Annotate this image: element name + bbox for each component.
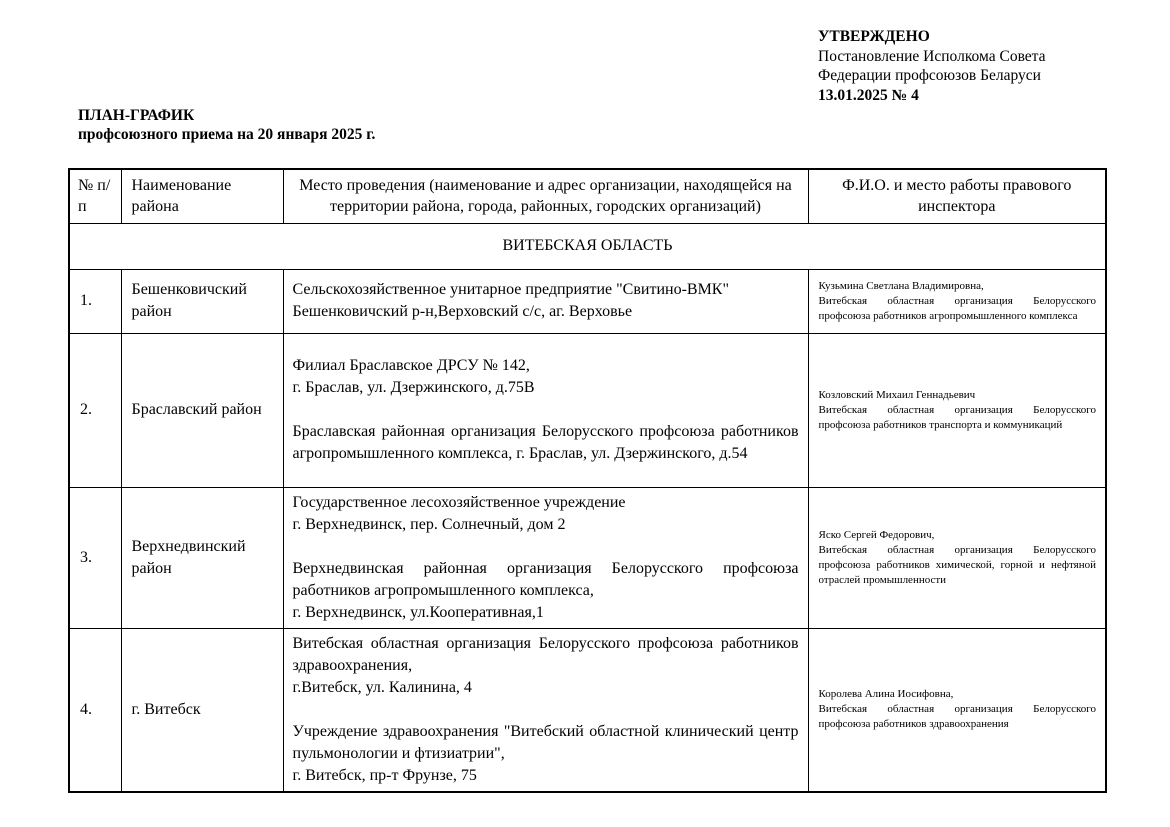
venue-cell bbox=[283, 333, 808, 487]
row-number-cell: 4. bbox=[69, 628, 121, 792]
text-line: Яско Сергей Федорович, bbox=[818, 528, 935, 541]
text-line: Витебская областная организация Белорусского профсоюза работников транспорта и коммуникаций bbox=[818, 403, 1096, 431]
schedule-table bbox=[68, 168, 1107, 793]
inspector-cell bbox=[808, 487, 1106, 628]
approval-line-2: Федерации профсоюзов Беларуси bbox=[818, 67, 1041, 84]
text-line: Браславская районная организация Белорусского профсоюза работников агропромышленного комплекса, г. Браслав, ул. Дзержинского, д.54 bbox=[292, 423, 799, 462]
text-line: Витебская областная организация Белорусского профсоюза работников здравоохранения, bbox=[292, 634, 799, 674]
table-row bbox=[69, 628, 1106, 792]
text-line: г.Витебск, ул. Калинина, 4 bbox=[292, 678, 472, 696]
text-line: Филиал Браславское ДРСУ № 142, bbox=[292, 357, 530, 374]
text-line: Витебская областная организация Белорусского профсоюза работников агропромышленного комплекса bbox=[818, 294, 1096, 322]
approval-line-1: Постановление Исполкома Совета bbox=[818, 47, 1046, 65]
district-cell: Бешенковичский район bbox=[121, 269, 283, 333]
district-cell: г. Витебск bbox=[121, 628, 283, 792]
inspector-cell bbox=[808, 333, 1106, 487]
text-line: г. Браслав, ул. Дзержинского, д.75В bbox=[292, 379, 535, 396]
text-line: Бешенковичский р-н,Верховский с/с, аг. Верховье bbox=[292, 303, 633, 320]
document-subtitle: профсоюзного приема на 20 января 2025 г. bbox=[78, 126, 376, 143]
document-title-block bbox=[78, 106, 678, 144]
text-line: Сельскохозяйственное унитарное предприятие "Свитино-ВМК" bbox=[292, 281, 729, 298]
table-row bbox=[69, 269, 1106, 333]
header-cell-venue: Место проведения (наименование и адрес организации, находящейся на территории района, города, районных, городских организаций) bbox=[283, 169, 808, 223]
header-cell-num: № п/п bbox=[69, 169, 121, 223]
text-line: г. Верхнедвинск, пер. Солнечный, дом 2 bbox=[292, 515, 566, 533]
text-line: Витебская областная организация Белорусского профсоюза работников химической, горной и нефтяной отраслей промышленности bbox=[818, 543, 1096, 586]
approved-label: УТВЕРЖДЕНО bbox=[818, 28, 930, 45]
approval-date-number: 13.01.2025 № 4 bbox=[818, 86, 919, 104]
text-line: Верхнедвинская районная организация Белорусского профсоюза работников агропромышленного комплекса, bbox=[292, 559, 799, 599]
text-line: Кузьмина Светлана Владимировна, bbox=[818, 279, 984, 292]
text-line: Витебская областная организация Белорусского профсоюза работников здравоохранения bbox=[818, 703, 1096, 730]
venue-cell bbox=[283, 269, 808, 333]
header-cell-district: Наименование района bbox=[121, 169, 283, 223]
inspector-cell bbox=[808, 628, 1106, 792]
inspector-cell bbox=[808, 269, 1106, 333]
text-line: г. Верхнедвинск, ул.Кооперативная,1 bbox=[292, 603, 544, 621]
text-line: Козловский Михаил Геннадьевич bbox=[818, 388, 976, 401]
table-row bbox=[69, 487, 1106, 628]
region-section-row bbox=[69, 223, 1106, 269]
text-line: г. Витебск, пр-т Фрунзе, 75 bbox=[292, 766, 477, 784]
row-number-cell: 2. bbox=[69, 333, 121, 487]
row-number-cell: 3. bbox=[69, 487, 121, 628]
approval-block bbox=[818, 27, 1118, 105]
blank-line bbox=[293, 399, 799, 421]
text-line: Учреждение здравоохранения "Витебский областной клинический центр пульмонологии и фтизиатрии", bbox=[292, 722, 799, 762]
district-cell: Верхнедвинский район bbox=[121, 487, 283, 628]
document-title: ПЛАН-ГРАФИК bbox=[78, 107, 195, 124]
text-line: Королева Алина Иосифовна, bbox=[818, 688, 954, 700]
blank-line bbox=[293, 536, 799, 558]
district-cell: Браславский район bbox=[121, 333, 283, 487]
venue-cell bbox=[283, 628, 808, 792]
row-number-cell: 1. bbox=[69, 269, 121, 333]
venue-cell bbox=[283, 487, 808, 628]
text-line: Государственное лесохозяйственное учреждение bbox=[292, 493, 626, 511]
blank-line bbox=[293, 699, 799, 721]
region-title: ВИТЕБСКАЯ ОБЛАСТЬ bbox=[69, 223, 1106, 269]
table-header-row bbox=[69, 169, 1106, 223]
header-cell-inspector: Ф.И.О. и место работы правового инспектора bbox=[808, 169, 1106, 223]
table-row bbox=[69, 333, 1106, 487]
